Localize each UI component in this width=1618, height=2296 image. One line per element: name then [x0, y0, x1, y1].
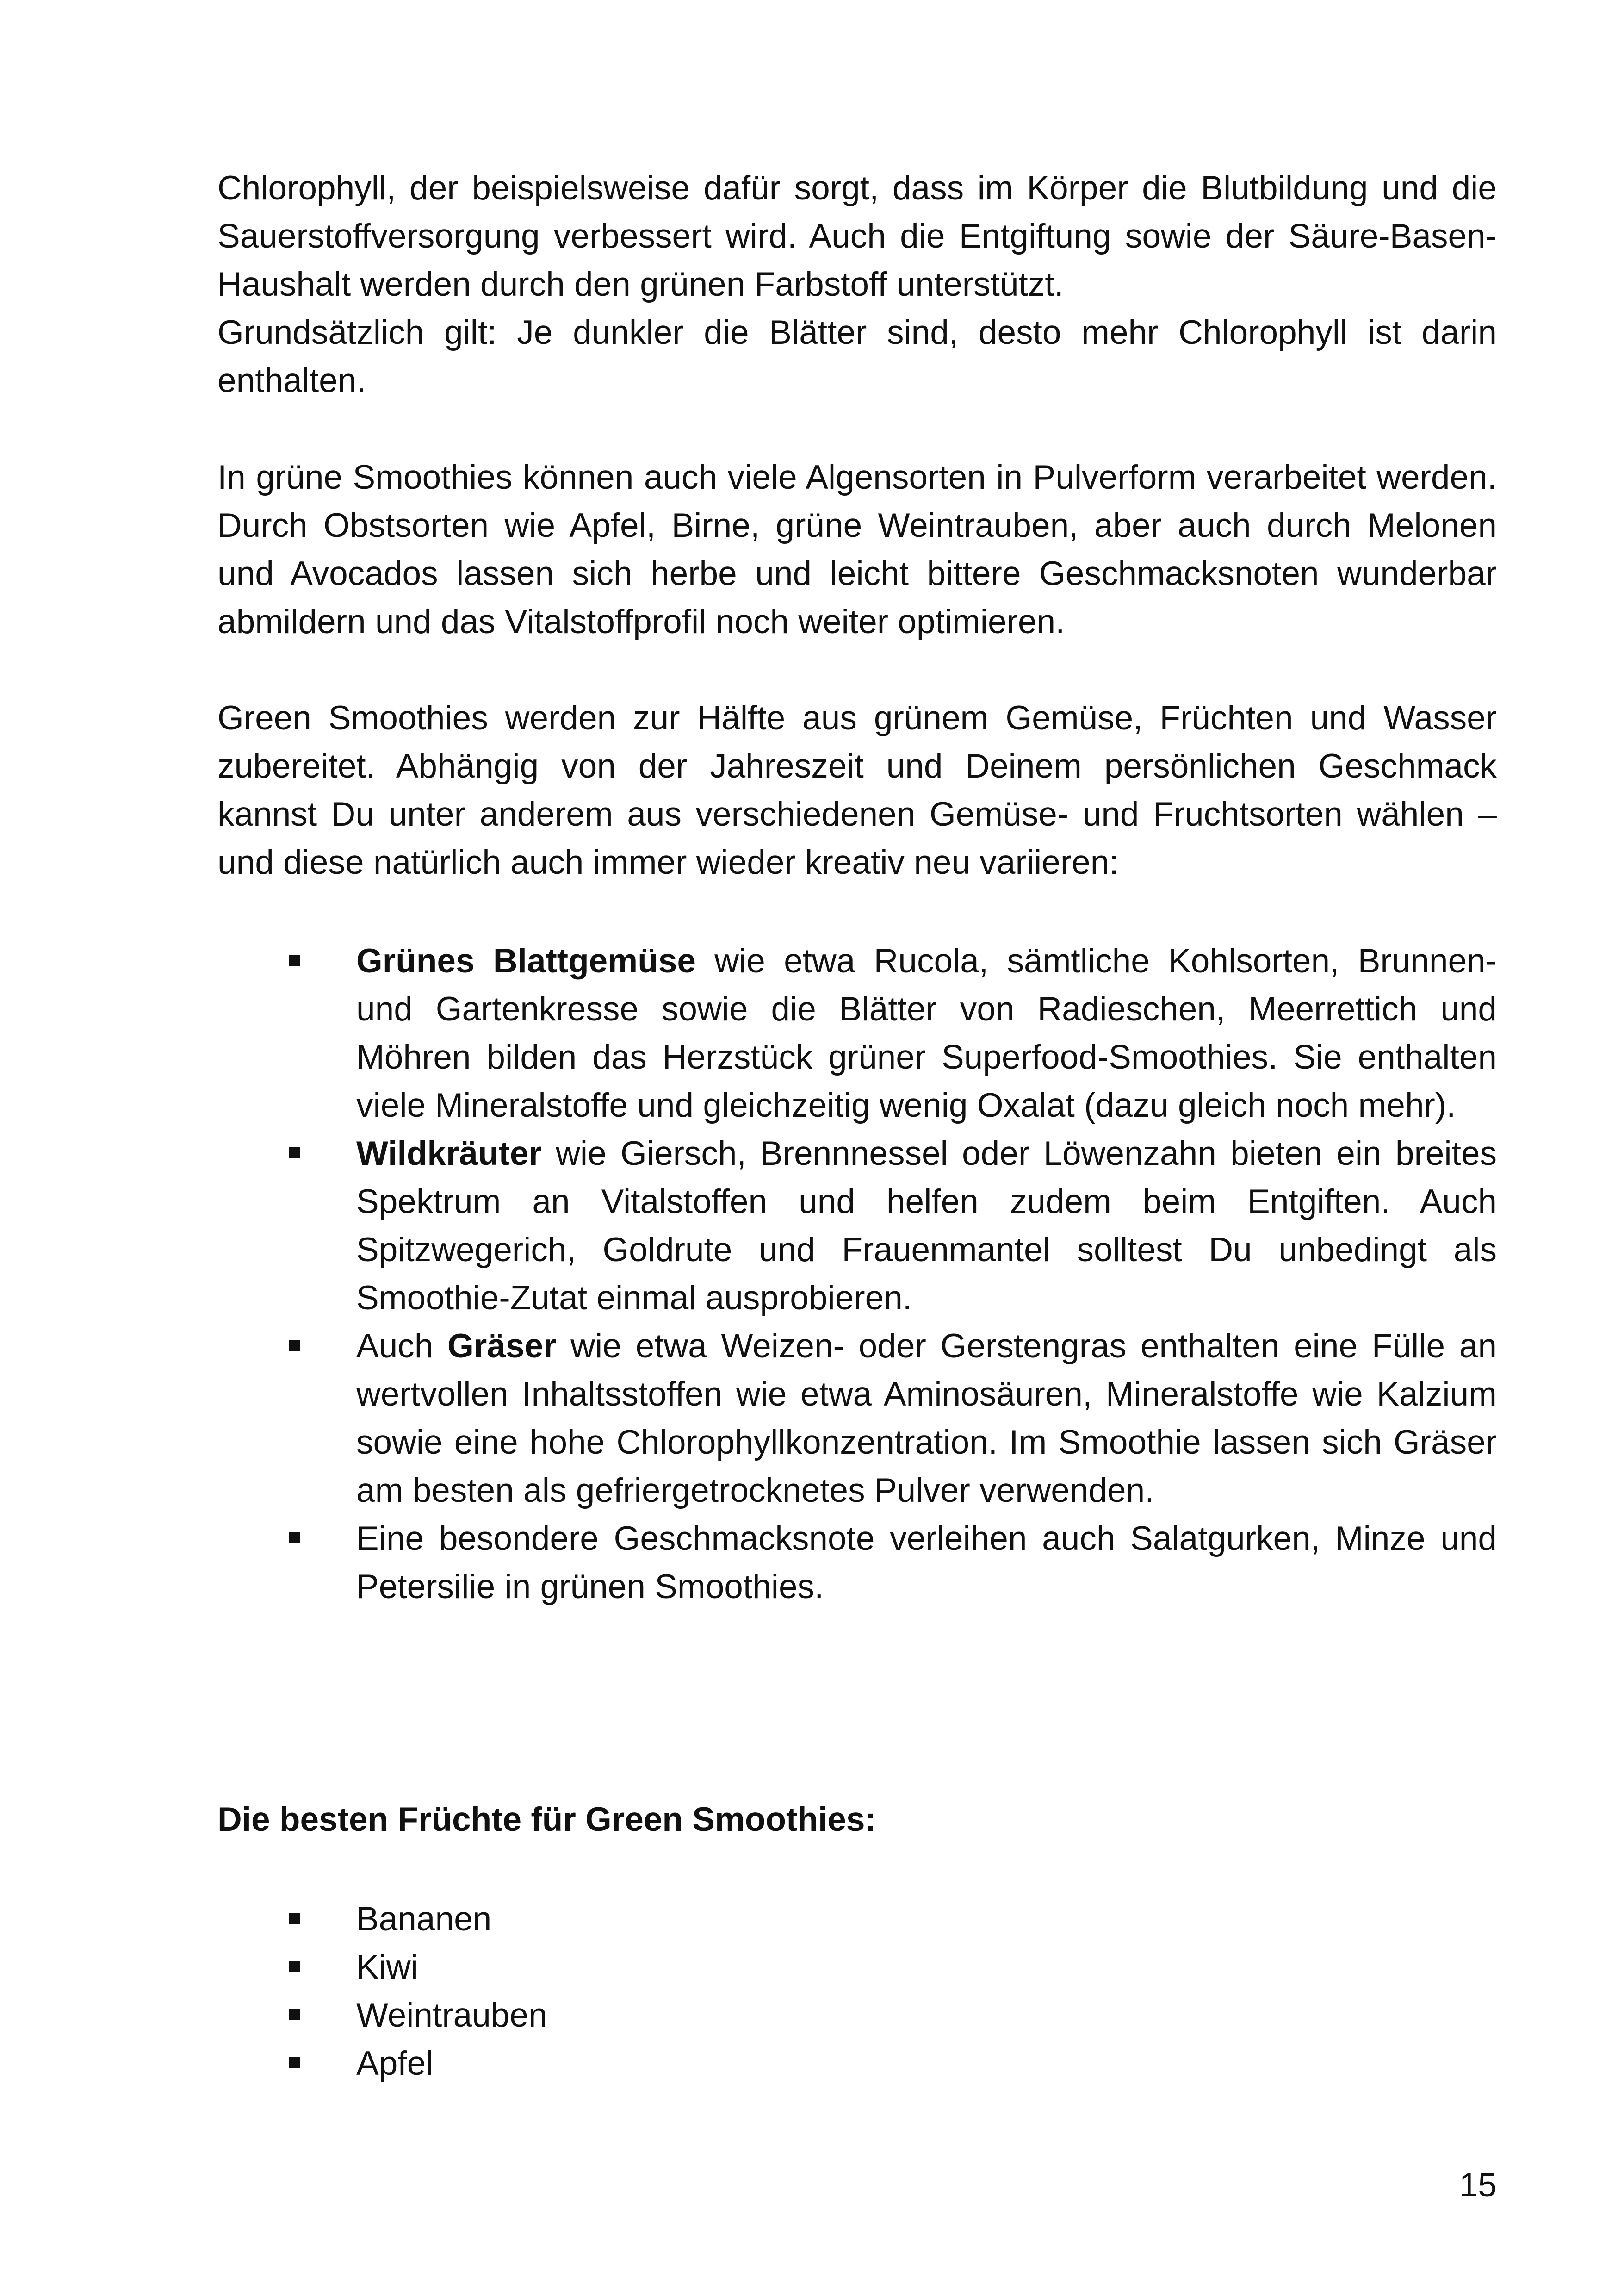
paragraph-green-smoothies: [217, 694, 1497, 887]
list-item-pre: Auch: [356, 1327, 448, 1365]
square-bullet-icon: [289, 1913, 300, 1924]
page-number: 15: [1459, 2166, 1497, 2204]
list-item-bold: Wildkräuter: [356, 1135, 542, 1172]
list-item-pre: Eine besondere Geschmacksnote verleihen auch Salatgurken, Minze und Petersilie in grünen Smoothies.: [356, 1520, 1497, 1605]
square-bullet-icon: [289, 1147, 300, 1158]
list-item-text: Kiwi: [356, 1948, 418, 1986]
square-bullet-icon: [289, 1340, 300, 1351]
paragraph-text: In grüne Smoothies können auch viele Algensorten in Pulverform verarbeitet werden. Durch Obstsorten wie Apfel, Birne, grüne Weintrauben, aber auch durch Melonen und Avocados lassen sich herbe und leicht bittere Geschmacksnoten wunderbar abmildern und das Vitalstoffprofil noch weiter optimieren.: [217, 459, 1497, 641]
list-item-text: Weintrauben: [356, 1997, 547, 2034]
list-item: [217, 937, 1497, 1130]
list-item: [217, 1515, 1497, 1611]
list-item: [217, 2040, 1497, 2088]
paragraph-chlorophyll: [217, 164, 1497, 405]
list-item: [217, 1895, 1497, 1943]
fruits-bullet-list: [217, 1895, 1497, 2088]
fruits-heading: Die besten Früchte für Green Smoothies:: [217, 1801, 876, 1838]
paragraph-text: Grundsätzlich gilt: Je dunkler die Blätter sind, desto mehr Chlorophyll ist darin enthalten.: [217, 314, 1497, 399]
square-bullet-icon: [289, 955, 300, 966]
square-bullet-icon: [289, 2009, 300, 2020]
list-item: [217, 1943, 1497, 1991]
list-item: [217, 1130, 1497, 1322]
list-item-text: Apfel: [356, 2045, 434, 2082]
square-bullet-icon: [289, 1532, 300, 1543]
paragraph-algae: [217, 454, 1497, 646]
list-item-text: wie etwa Rucola, sämtliche Kohlsorten, Brunnen- und Gartenkresse sowie die Blätter von Radieschen, Meerrettich und Möhren bilden das Herzstück grüner Superfood-Smoothies. Sie enthalten viele Mineralstoffe und gleichzeitig wenig Oxalat (dazu gleich noch mehr).: [356, 942, 1497, 1124]
square-bullet-icon: [289, 1961, 300, 1972]
paragraph-text: Chlorophyll, der beispielsweise dafür sorgt, dass im Körper die Blutbildung und die Sauerstoffversorgung verbessert wird. Auch die Entgiftung sowie der Säure-Basen-Haushalt werden durch den grünen Farbstoff unterstützt.: [217, 169, 1497, 303]
square-bullet-icon: [289, 2057, 300, 2068]
paragraph-text: Green Smoothies werden zur Hälfte aus grünem Gemüse, Früchten und Wasser zubereitet. Abhängig von der Jahreszeit und Deinem persönlichen Geschmack kannst Du unter anderem aus verschiedenen Gemüse- und Fruchtsorten wählen – und diese natürlich auch immer wieder kreativ neu variieren:: [217, 699, 1497, 881]
list-item-text: wie etwa Weizen- oder Gerstengras enthalten eine Fülle an wertvollen Inhaltsstoffen wie etwa Aminosäuren, Mineralstoffe wie Kalzium sowie eine hohe Chlorophyllkonzentration. Im Smoothie lassen sich Gräser am besten als gefriergetrocknetes Pulver verwenden.: [356, 1327, 1497, 1509]
ingredient-bullet-list: [217, 937, 1497, 1611]
list-item-bold: Gräser: [447, 1327, 557, 1365]
list-item: [217, 1991, 1497, 2040]
list-item-text: wie Giersch, Brennnessel oder Löwenzahn bieten ein breites Spektrum an Vitalstoffen und helfen zudem beim Entgiften. Auch Spitzwegerich, Goldrute und Frauenmantel solltest Du unbedingt als Smoothie-Zutat einmal ausprobieren.: [356, 1135, 1497, 1317]
list-item-text: Bananen: [356, 1900, 492, 1938]
list-item-bold: Grünes Blattgemüse: [356, 942, 696, 980]
list-item: [217, 1322, 1497, 1515]
